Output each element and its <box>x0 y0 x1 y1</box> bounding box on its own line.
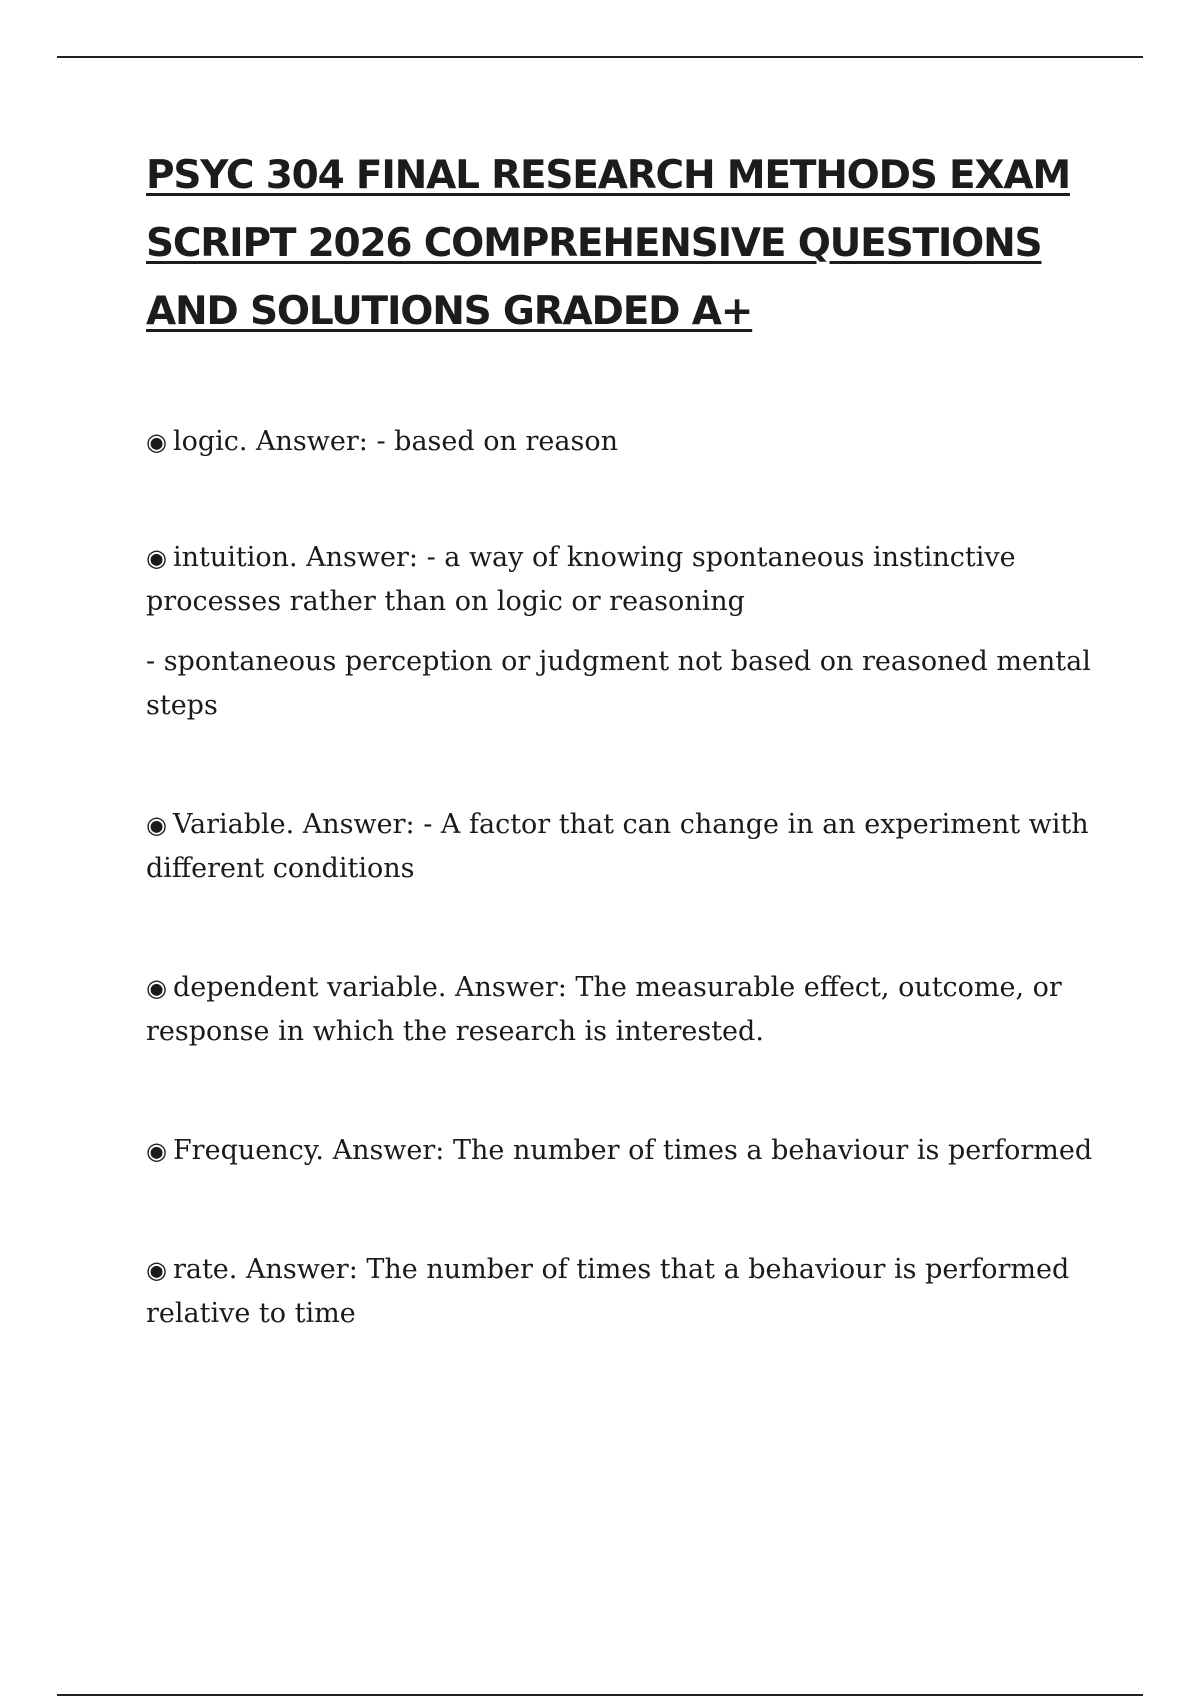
top-rule <box>57 56 1143 58</box>
qa-item-text <box>146 536 1106 624</box>
radio-bullet-icon: ◉ <box>146 1137 167 1165</box>
qa-item-text <box>146 803 1106 891</box>
qa-item-text <box>146 966 1106 1054</box>
radio-bullet-icon: ◉ <box>146 544 167 572</box>
qa-item-rate <box>146 1248 1106 1336</box>
qa-item-answer: dependent variable. Answer: The measurable effect, outcome, or response in which the research is interested. <box>146 972 1062 1047</box>
qa-list <box>146 420 1106 1336</box>
radio-bullet-icon: ◉ <box>146 428 167 456</box>
qa-item-text <box>146 420 1106 464</box>
bottom-rule <box>57 1694 1143 1696</box>
qa-item-answer: logic. Answer: - based on reason <box>172 426 618 457</box>
radio-bullet-icon: ◉ <box>146 974 167 1002</box>
qa-item-frequency <box>146 1129 1106 1173</box>
qa-item-variable <box>146 803 1106 891</box>
qa-item-intuition <box>146 536 1106 728</box>
document-title <box>146 142 1106 346</box>
qa-item-text <box>146 1129 1106 1173</box>
qa-item-answer: rate. Answer: The number of times that a behaviour is performed relative to time <box>146 1254 1070 1329</box>
qa-item-dependent-variable <box>146 966 1106 1054</box>
qa-item-answer: Frequency. Answer: The number of times a behaviour is performed <box>172 1135 1093 1166</box>
radio-bullet-icon: ◉ <box>146 811 167 839</box>
qa-item-answer: Variable. Answer: - A factor that can change in an experiment with different conditions <box>146 809 1089 884</box>
qa-item-logic <box>146 420 1106 464</box>
qa-item-text <box>146 1248 1106 1336</box>
radio-bullet-icon: ◉ <box>146 1256 167 1284</box>
qa-item-answer: intuition. Answer: - a way of knowing spontaneous instinctive processes rather than on logic or reasoning <box>146 542 1016 617</box>
qa-item-extra: - spontaneous perception or judgment not based on reasoned mental steps <box>146 646 1091 721</box>
document-title-text: PSYC 304 FINAL RESEARCH METHODS EXAM SCRIPT 2026 COMPREHENSIVE QUESTIONS AND SOLUTIONS GRADED A+ <box>146 153 1070 334</box>
